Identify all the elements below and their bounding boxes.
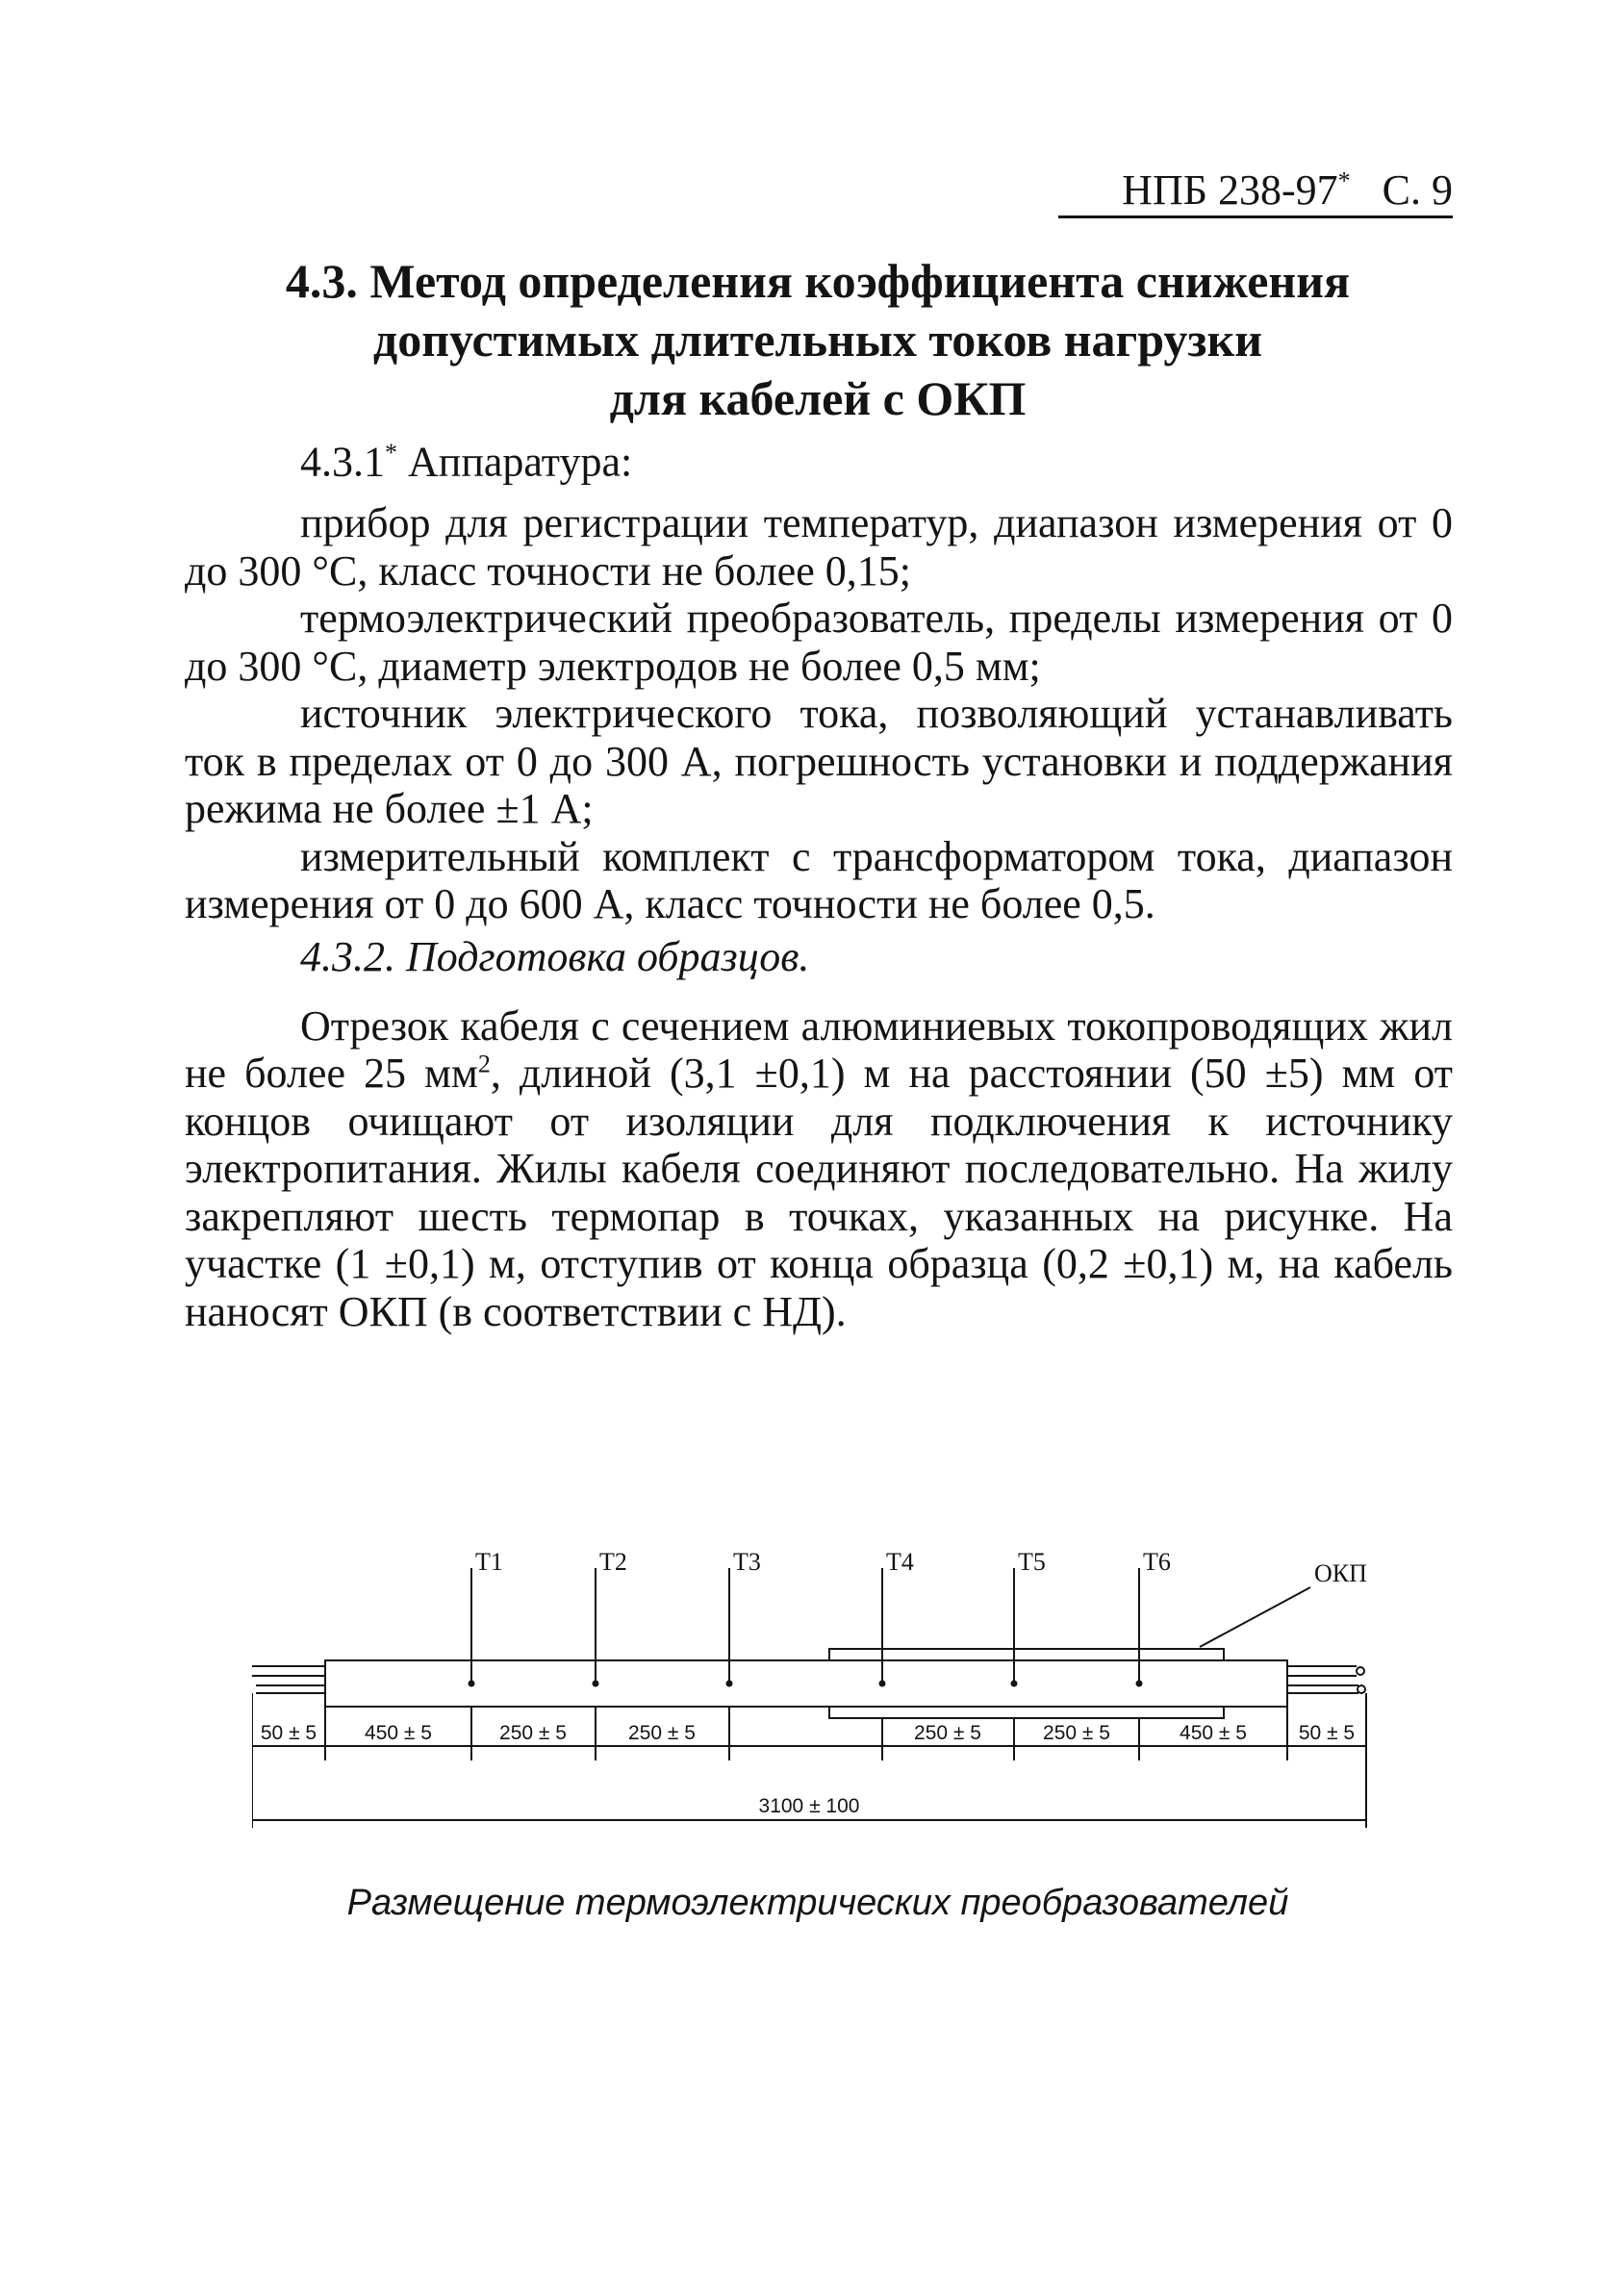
preparation-title: 4.3.2. Подготовка образцов. <box>300 933 810 980</box>
thermocouple-point <box>1011 1681 1018 1687</box>
dimension-label: 450 ± 5 <box>365 1722 432 1744</box>
diagram-svg <box>252 1539 1407 1857</box>
apparatus-item: источник электрического тока, позволяющий устанавливать ток в пределах от 0 до 300 А, погрешность установки и поддержания режима не более ±1 А; <box>185 690 1453 833</box>
superscript-exponent: 2 <box>477 1050 491 1078</box>
apparatus-heading <box>185 429 1453 486</box>
dimension-label: 250 ± 5 <box>914 1722 981 1744</box>
thermocouple-label: T3 <box>733 1548 761 1576</box>
section-title <box>183 252 1453 428</box>
right-conductor-top <box>1287 1666 1357 1676</box>
section-title-line-3: для кабелей с ОКП <box>609 371 1027 425</box>
thermocouple-point <box>879 1681 886 1687</box>
thermocouple-point <box>593 1681 599 1687</box>
thermocouple-label: T5 <box>1018 1548 1046 1576</box>
apparatus-section <box>185 429 1453 928</box>
thermocouple-point <box>469 1681 475 1687</box>
okp-leader <box>1200 1587 1310 1647</box>
preparation-text-part-1: Отрезок кабеля с сечением алюминиевых токопроводящих жил не более 25 мм <box>185 1001 1453 1097</box>
apparatus-item: термоэлектрический преобразователь, пределы измерения от 0 до 300 °С, диаметр электродов не более 0,5 мм; <box>185 595 1453 690</box>
preparation-text-part-2: , длиной (3,1 ±0,1) м на расстоянии (50 ±5) мм от концов очищают от изоляции для подключения к источнику электропитания. Жилы кабеля соединяют последовательно. На жилу закрепляют шесть термопар в точках, указанных на рисунке. На участке (1 ±0,1) м, отступив от конца образца (0,2 ±0,1) м, на кабель наносят ОКП (в соответствии с НД). <box>185 1050 1453 1335</box>
apparatus-item: прибор для регистрации температур, диапазон измерения от 0 до 300 °С, класс точности не более 0,15; <box>185 499 1453 595</box>
total-dimension-label: 3100 ± 100 <box>758 1795 860 1817</box>
dimension-label: 50 ± 5 <box>1298 1722 1356 1744</box>
doc-code: НПБ 238-97 <box>1122 166 1338 214</box>
apparatus-item: измерительный комплект с трансформатором тока, диапазон измерения от 0 до 600 А, класс точности не более 0,5. <box>185 832 1453 928</box>
page-header <box>1058 167 1453 218</box>
thermocouple-point <box>1136 1681 1143 1687</box>
dimension-label: 250 ± 5 <box>499 1722 567 1744</box>
dimension-label: 450 ± 5 <box>1180 1722 1247 1744</box>
coating-okp-bottom <box>829 1707 1224 1718</box>
dimension-label: 250 ± 5 <box>1043 1722 1110 1744</box>
thermocouple-label: T2 <box>599 1548 627 1576</box>
apparatus-number: 4.3.1 <box>300 438 385 486</box>
dimension-label: 50 ± 5 <box>260 1722 317 1744</box>
thermocouple-label: T1 <box>475 1548 503 1576</box>
right-conductor-bottom <box>1287 1685 1358 1693</box>
thermocouple-label: T4 <box>886 1548 914 1576</box>
thermocouple-label: T6 <box>1143 1548 1171 1576</box>
apparatus-star: * <box>385 439 397 467</box>
coating-okp-top <box>829 1649 1224 1660</box>
left-conductor-bottom <box>256 1685 325 1693</box>
dimension-label: 250 ± 5 <box>628 1722 696 1744</box>
okp-label: ОКП <box>1314 1559 1367 1587</box>
apparatus-heading-text: Аппаратура: <box>397 438 633 486</box>
right-terminal <box>1358 1685 1365 1693</box>
section-title-line-1: 4.3. Метод определения коэффициента снижения <box>285 254 1351 308</box>
section-title-line-2: допустимых длительных токов нагрузки <box>372 313 1263 367</box>
preparation-text <box>185 1002 1453 1336</box>
preparation-section <box>185 933 1453 1335</box>
left-conductor-top <box>252 1666 325 1676</box>
right-terminal <box>1357 1667 1364 1675</box>
figure-caption: Размещение термоэлектрических преобразователей <box>346 1883 1289 1923</box>
thermocouple-diagram <box>252 1539 1407 1857</box>
thermocouple-point <box>726 1681 733 1687</box>
page-number: С. 9 <box>1382 166 1453 214</box>
doc-code-star: * <box>1337 166 1351 195</box>
